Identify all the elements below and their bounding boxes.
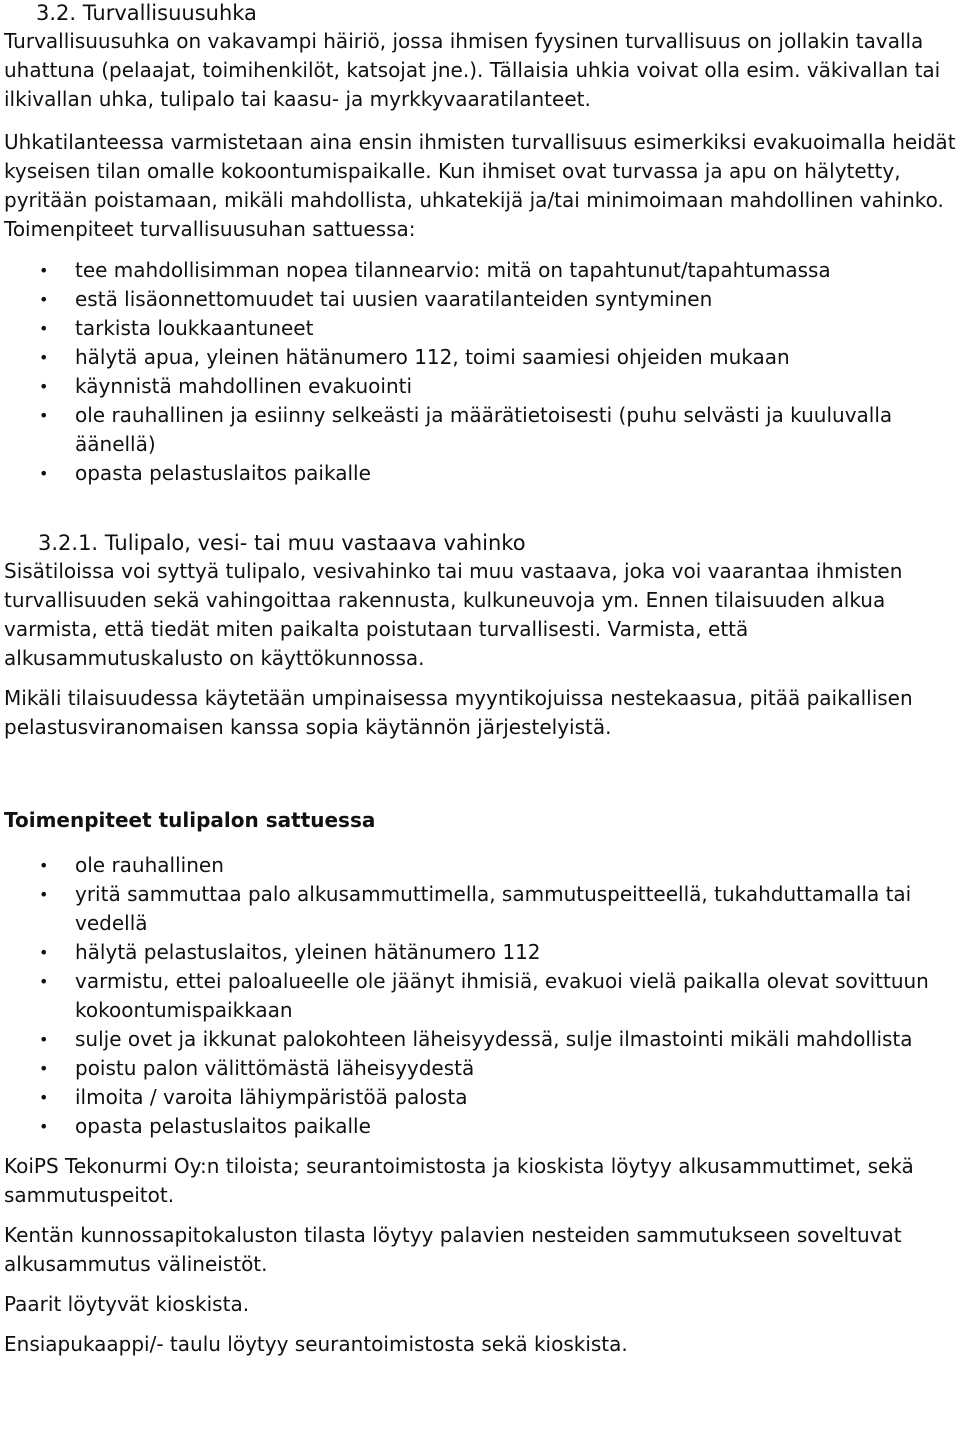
bullet-icon: • [39, 856, 49, 875]
bullet-icon: • [39, 1030, 49, 1049]
fire-intro-paragraph: Sisätiloissa voi syttyä tulipalo, vesivahinko tai muu vastaava, joka voi vaarantaa ihmisten turvallisuuden sekä vahingoittaa rakennusta, kulkuneuvoja ym. Ennen tilaisuuden alkua varmista, että tiedät miten paikalta poistutaan turvallisesti. Varmista, että alkusammutuskalusto on käyttökunnossa. [4, 559, 903, 670]
list-item: • varmistu, ettei paloalueelle ole jäänyt ihmisiä, evakuoi vielä paikalla olevat sovittuun kokoontumispaikkaan [39, 969, 929, 1022]
list-item: • opasta pelastuslaitos paikalle [4, 1112, 959, 1141]
maintenance-equipment-paragraph: Kentän kunnossapitokaluston tilasta löytyy palavien nesteiden sammutukseen soveltuvat alkusammutus välineistöt. [4, 1223, 902, 1276]
list-item: • ole rauhallinen ja esiinny selkeästi ja määrätietoisesti (puhu selvästi ja kuuluvalla äänellä) [39, 403, 893, 456]
bullet-icon: • [39, 885, 49, 904]
bullet-icon: • [39, 1059, 49, 1078]
list-item: • tee mahdollisimman nopea tilannearvio: mitä on tapahtunut/tapahtumassa [4, 256, 959, 285]
fire-actions-list [4, 851, 959, 1141]
gas-paragraph: Mikäli tilaisuudessa käytetään umpinaisessa myyntikojuissa nestekaasua, pitää paikallisen pelastusviranomaisen kanssa sopia käytännön järjestelyistä. [4, 686, 913, 739]
bullet-icon: • [39, 1088, 49, 1107]
list-item: • ilmoita / varoita lähiympäristöä palosta [4, 1083, 959, 1112]
bullet-icon: • [39, 348, 49, 367]
list-item: • hälytä pelastuslaitos, yleinen hätänumero 112 [4, 938, 959, 967]
list-item: • poistu palon välittömästä läheisyydestä [4, 1054, 959, 1083]
fire-actions-subheading: Toimenpiteet tulipalon sattuessa [4, 808, 376, 832]
document-page [4, 0, 959, 1359]
list-item: • tarkista loukkaantuneet [4, 314, 959, 343]
bullet-icon: • [39, 319, 49, 338]
list-item: • estä lisäonnettomuudet tai uusien vaaratilanteiden syntyminen [4, 285, 959, 314]
list-item: • sulje ovet ja ikkunat palokohteen läheisyydessä, sulje ilmastointi mikäli mahdollista [4, 1025, 959, 1054]
bullet-icon: • [39, 377, 49, 396]
bullet-icon: • [39, 972, 49, 991]
bullet-icon: • [39, 261, 49, 280]
bullet-icon: • [39, 290, 49, 309]
section-heading-3-2-1: 3.2.1. Tulipalo, vesi- tai muu vastaava vahinko [38, 531, 526, 555]
list-item: • käynnistä mahdollinen evakuointi [4, 372, 959, 401]
bullet-icon: • [39, 406, 49, 425]
list-item: • opasta pelastuslaitos paikalle [4, 459, 959, 488]
first-aid-paragraph: Ensiapukaappi/- taulu löytyy seurantoimistosta sekä kioskista. [4, 1332, 628, 1356]
list-item: • yritä sammuttaa palo alkusammuttimella, sammutuspeitteellä, tukahduttamalla tai vedellä [39, 882, 912, 935]
list-item: • ole rauhallinen [4, 851, 959, 880]
bullet-icon: • [39, 943, 49, 962]
intro-paragraph: Turvallisuusuhka on vakavampi häiriö, jossa ihmisen fyysinen turvallisuus on jollakin tavalla uhattuna (pelaajat, toimihenkilöt, katsojat jne.). Tällaisia uhkia voivat olla esim. väkivallan tai ilkivallan uhka, tulipalo tai kaasu- ja myrkkyvaaratilanteet. [4, 29, 941, 111]
threat-actions-list [4, 256, 959, 488]
list-item: • hälytä apua, yleinen hätänumero 112, toimi saamiesi ohjeiden mukaan [4, 343, 959, 372]
bullet-icon: • [39, 1117, 49, 1136]
threat-procedure-paragraph: Uhkatilanteessa varmistetaan aina ensin ihmisten turvallisuus esimerkiksi evakuoimalla heidät kyseisen tilan omalle kokoontumispaikalle. Kun ihmiset ovat turvassa ja apu on hälytetty, pyritään poistamaan, mikäli mahdollista, uhkatekijä ja/tai minimoimaan mahdollinen vahinko. Toimenpiteet turvallisuusuhan sattuessa: [4, 130, 956, 241]
extinguisher-location-paragraph: KoiPS Tekonurmi Oy:n tiloista; seurantoimistosta ja kioskista löytyy alkusammuttimet, sekä sammutuspeitot. [4, 1154, 914, 1207]
bullet-icon: • [39, 464, 49, 483]
stretcher-paragraph: Paarit löytyvät kioskista. [4, 1292, 250, 1316]
section-heading-3-2: 3.2. Turvallisuusuhka [36, 1, 257, 25]
